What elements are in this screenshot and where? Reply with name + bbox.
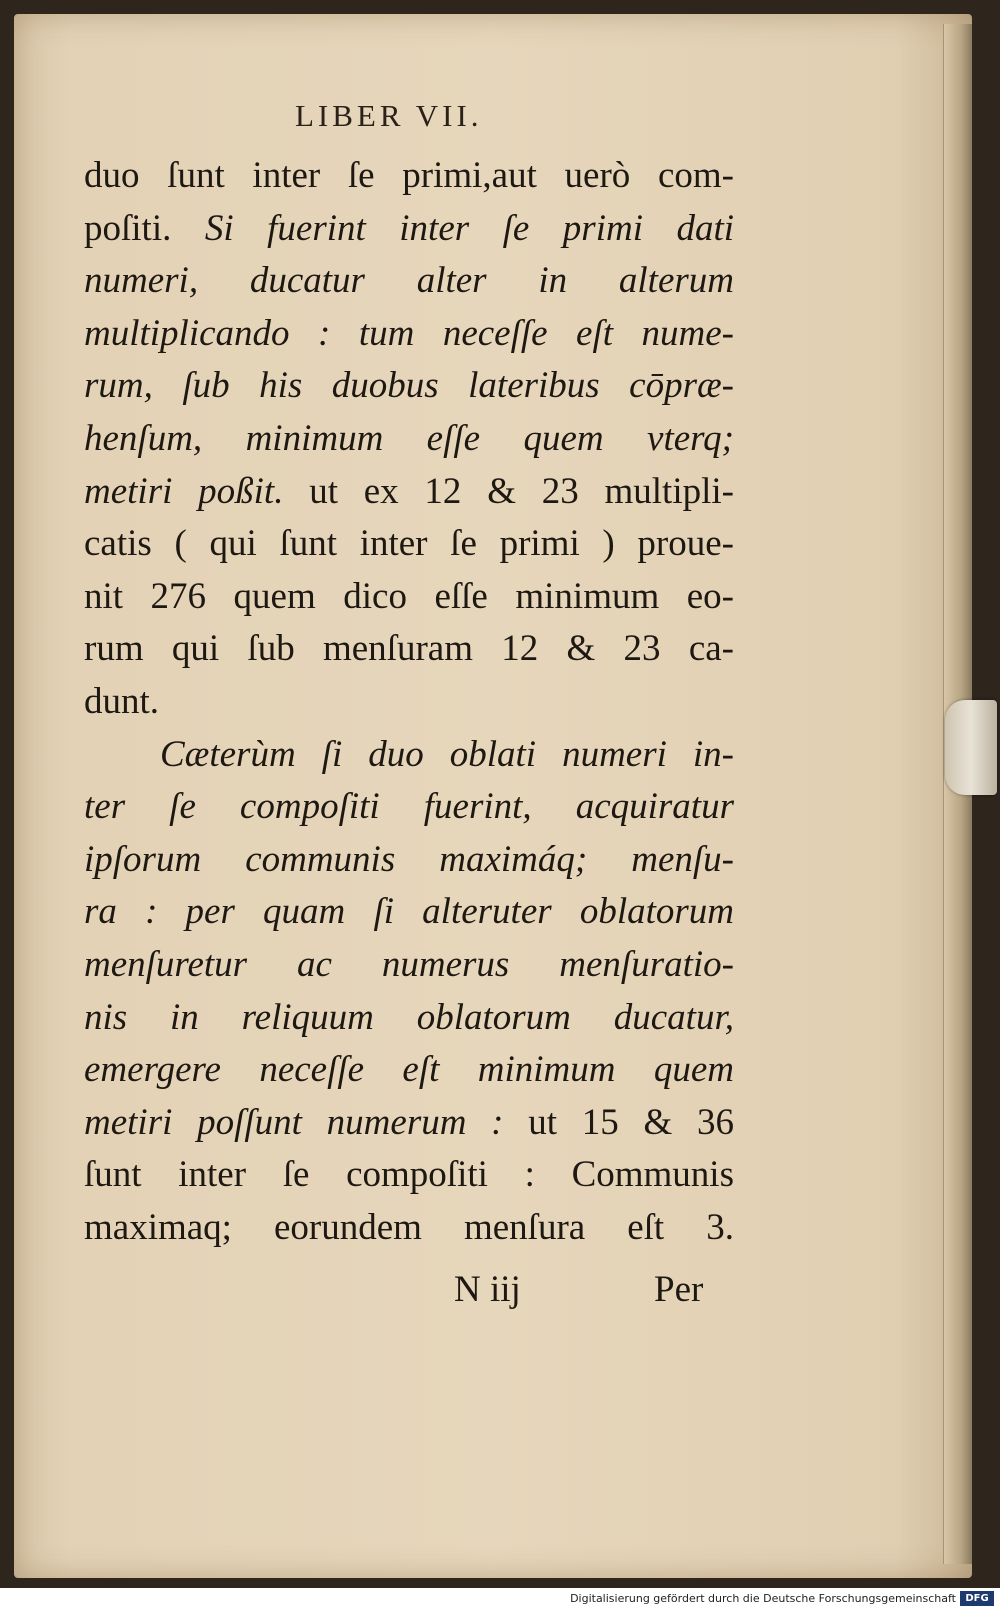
text-line — [84, 1044, 734, 1097]
text-line — [84, 676, 734, 729]
text-segment: maximaq; eorundem menſura eſt 3. — [84, 1206, 734, 1248]
text-segment: metiri poßit. — [84, 470, 284, 512]
signature-mark: N iij — [454, 1269, 521, 1310]
text-line — [84, 939, 734, 992]
text-segment: Cæterùm ſi duo oblati numeri in- — [160, 733, 734, 775]
text-segment: ut ex 12 & 23 multipli- — [283, 470, 734, 512]
running-head: LIBER VII. — [295, 98, 483, 133]
text-segment: numeri, ducatur alter in alterum — [84, 260, 734, 302]
text-line — [84, 308, 734, 361]
text-segment: rum qui ſub menſuram 12 & 23 ca- — [84, 628, 734, 670]
text-line — [84, 413, 734, 466]
text-segment: henſum, minimum eſſe quem vterq; — [84, 417, 734, 459]
text-segment: rum, ſub his duobus lateribus cōpræ- — [84, 365, 734, 407]
text-segment: ipſorum communis maximáq; menſu- — [84, 838, 734, 880]
text-line — [84, 729, 734, 782]
dfg-logo: DFG — [960, 1591, 994, 1606]
text-line — [84, 255, 734, 308]
text-segment: dunt. — [84, 680, 160, 722]
text-segment: poſiti. — [84, 207, 205, 249]
text-segment: ra : per quam ſi alteruter oblatorum — [84, 891, 734, 933]
text-line — [84, 1149, 734, 1202]
text-segment: ut 15 & 36 — [503, 1101, 734, 1143]
text-line — [84, 992, 734, 1045]
text-line — [84, 518, 734, 571]
catch-line — [84, 1268, 734, 1320]
text-line — [84, 466, 734, 519]
text-segment: menſuretur ac numerus menſuratio- — [84, 943, 734, 985]
text-segment: multiplicando : tum neceſſe eſt nume- — [84, 312, 734, 354]
footer-credit: Digitalisierung gefördert durch die Deutsche Forschungsgemeinschaft — [570, 1592, 956, 1605]
text-line — [84, 1097, 734, 1150]
text-line — [84, 834, 734, 887]
text-segment: Si fuerint inter ſe primi dati — [204, 207, 735, 249]
digitization-footer — [0, 1588, 1000, 1610]
text-line — [84, 886, 734, 939]
text-line — [84, 203, 734, 256]
text-segment: nit 276 quem dico eſſe minimum eo- — [84, 575, 734, 617]
text-line — [84, 781, 734, 834]
text-segment: duo ſunt inter ſe primi,aut uerò com- — [84, 155, 734, 196]
text-body — [84, 150, 734, 1254]
catchword: Per — [654, 1269, 704, 1310]
text-line — [84, 571, 734, 624]
text-segment: metiri poſſunt numerum : — [84, 1101, 504, 1143]
text-line — [84, 623, 734, 676]
text-line — [84, 360, 734, 413]
text-line — [84, 1202, 734, 1255]
text-segment: emergere neceſſe eſt minimum quem — [84, 1049, 734, 1091]
text-segment: catis ( qui ſunt inter ſe primi ) proue- — [84, 523, 734, 565]
text-line — [84, 150, 734, 203]
text-segment: ſunt inter ſe compoſiti : Communis — [84, 1154, 734, 1196]
text-segment: ter ſe compoſiti fuerint, acquiratur — [84, 786, 734, 828]
text-segment: nis in reliquum oblatorum ducatur, — [84, 996, 734, 1038]
page-tab-clip — [945, 700, 997, 795]
